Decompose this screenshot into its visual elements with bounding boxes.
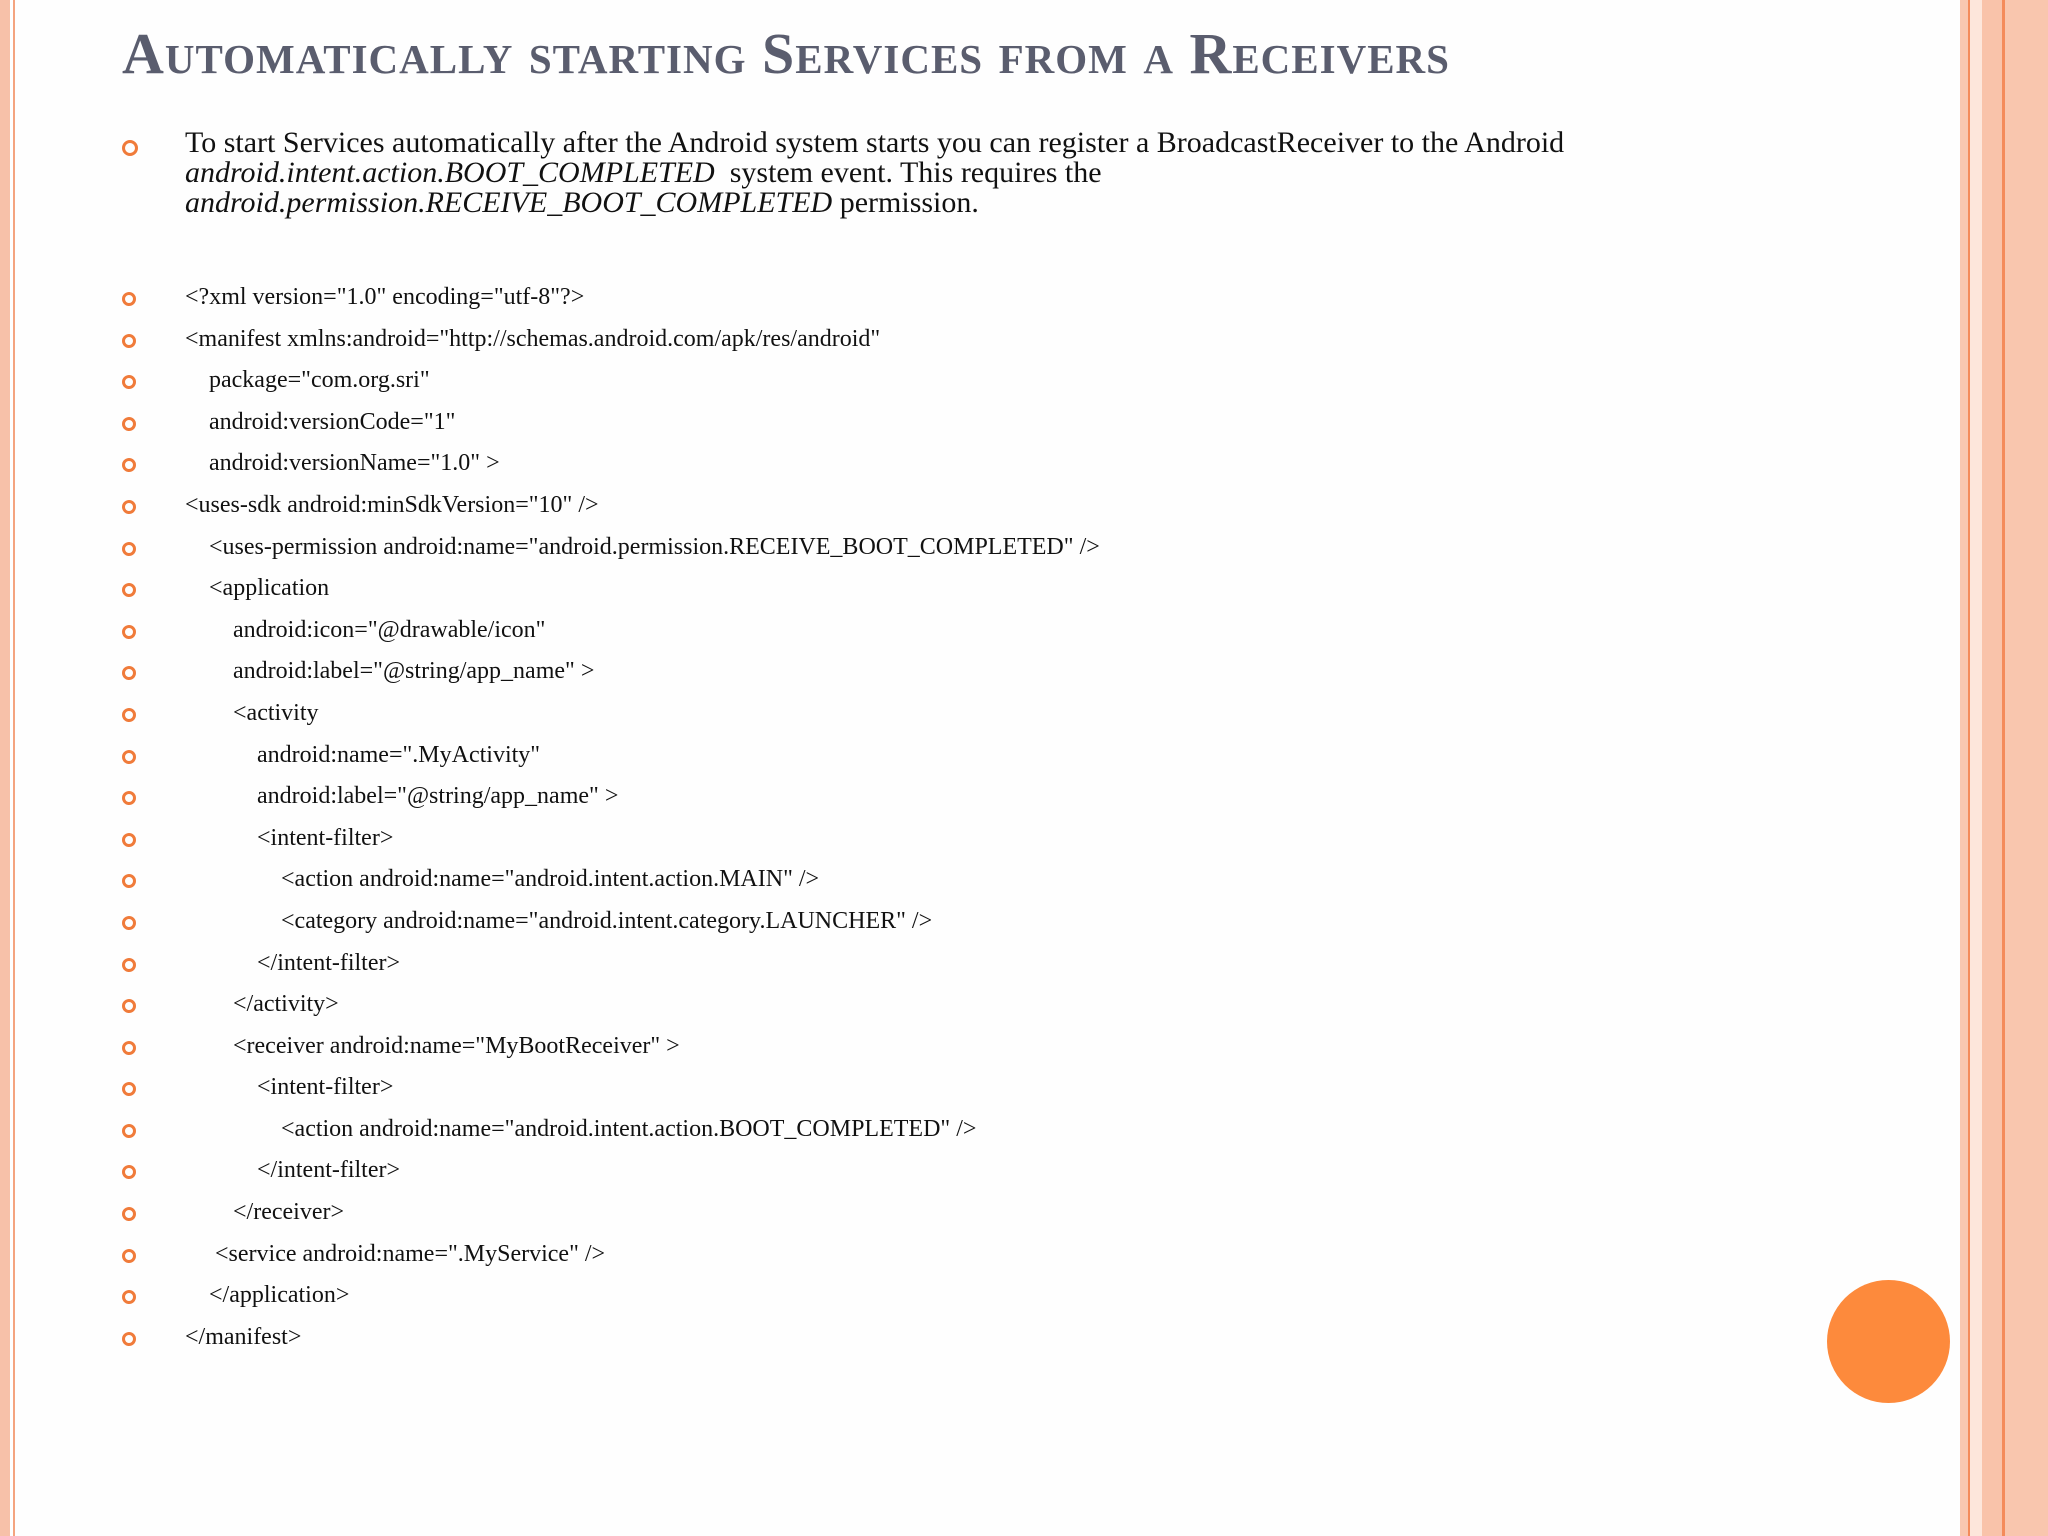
intro-line-2: [185, 158, 1622, 188]
right-border-stripe: [1960, 0, 1968, 1536]
code-line: [122, 1280, 1100, 1322]
code-line-text: <intent-filter>: [185, 824, 394, 851]
bullet-circle-icon: [122, 750, 136, 764]
code-line-text: android:versionCode="1": [185, 408, 456, 435]
bullet-circle-icon: [122, 625, 136, 639]
bullet-circle-icon: [122, 334, 136, 348]
intro-text-2: system event. This requires the: [714, 156, 1102, 189]
intro-line-3: [185, 188, 1622, 218]
code-line-text: <receiver android:name="MyBootReceiver" >: [185, 1032, 680, 1059]
slide-content: [122, 128, 1622, 218]
code-line-text: android:label="@string/app_name" >: [185, 783, 619, 810]
code-line-text: android:label="@string/app_name" >: [185, 658, 595, 685]
code-line: [122, 1031, 1100, 1073]
bullet-circle-icon: [122, 140, 138, 156]
code-line: [122, 448, 1100, 490]
intro-text-3: permission.: [832, 186, 979, 219]
bullet-circle-icon: [122, 1290, 136, 1304]
bullet-circle-icon: [122, 417, 136, 431]
bullet-circle-icon: [122, 1082, 136, 1096]
code-line-text: <uses-sdk android:minSdkVersion="10" />: [185, 491, 599, 518]
code-line-text: </application>: [185, 1282, 350, 1309]
bullet-circle-icon: [122, 999, 136, 1013]
bullet-circle-icon: [122, 542, 136, 556]
right-border-stripe-wide: [1982, 0, 2002, 1536]
bullet-circle-icon: [122, 458, 136, 472]
code-line-text: <intent-filter>: [185, 1074, 394, 1101]
code-line-text: <service android:name=".MyService" />: [185, 1240, 606, 1267]
bullet-circle-icon: [122, 958, 136, 972]
intro-text-1: To start Services automatically after the Android system starts you can register a BroadcastReceiver to the Android: [185, 126, 1565, 159]
code-line-text: <manifest xmlns:android="http://schemas.android.com/apk/res/android": [185, 325, 881, 352]
code-line-text: <activity: [185, 699, 319, 726]
right-border-edge: [2005, 0, 2048, 1536]
code-line-text: <action android:name="android.intent.action.MAIN" />: [185, 866, 820, 893]
code-line-text: android:icon="@drawable/icon": [185, 616, 546, 643]
code-line: [122, 906, 1100, 948]
bullet-circle-icon: [122, 583, 136, 597]
code-line: [122, 407, 1100, 449]
code-line: [122, 1114, 1100, 1156]
code-line-text: android:name=".MyActivity": [185, 741, 541, 768]
code-line: [122, 615, 1100, 657]
code-line: [122, 1072, 1100, 1114]
code-line: [122, 282, 1100, 324]
right-border-gap: [1970, 0, 1982, 1536]
bullet-circle-icon: [122, 1249, 136, 1263]
code-line-text: <?xml version="1.0" encoding="utf-8"?>: [185, 284, 585, 310]
left-border-line: [13, 0, 15, 1536]
code-line: [122, 781, 1100, 823]
code-line: [122, 1155, 1100, 1197]
code-line: [122, 365, 1100, 407]
bullet-circle-icon: [122, 874, 136, 888]
bullet-circle-icon: [122, 292, 136, 306]
boot-completed-permission: android.permission.RECEIVE_BOOT_COMPLETED: [185, 186, 833, 219]
code-line-text: </manifest>: [185, 1323, 302, 1350]
code-line-text: <uses-permission android:name="android.permission.RECEIVE_BOOT_COMPLETED" />: [185, 533, 1100, 560]
code-line: [122, 740, 1100, 782]
code-line: [122, 573, 1100, 615]
code-line: [122, 656, 1100, 698]
code-line: [122, 490, 1100, 532]
code-line: [122, 823, 1100, 865]
code-line-text: <action android:name="android.intent.action.BOOT_COMPLETED" />: [185, 1115, 977, 1142]
code-line: [122, 1322, 1100, 1364]
bullet-circle-icon: [122, 375, 136, 389]
code-line-text: package="com.org.sri": [185, 367, 430, 394]
intro-line-1: [185, 128, 1622, 158]
code-line-text: </receiver>: [185, 1199, 344, 1226]
code-line: [122, 948, 1100, 990]
code-line: [122, 1197, 1100, 1239]
bullet-circle-icon: [122, 916, 136, 930]
code-line: [122, 864, 1100, 906]
code-line: [122, 698, 1100, 740]
manifest-code-list: [122, 282, 1100, 1363]
code-line: [122, 989, 1100, 1031]
bullet-circle-icon: [122, 1332, 136, 1346]
decorative-orange-circle: [1827, 1280, 1950, 1403]
bullet-circle-icon: [122, 1165, 136, 1179]
bullet-circle-icon: [122, 1207, 136, 1221]
bullet-circle-icon: [122, 1041, 136, 1055]
code-line-text: </intent-filter>: [185, 949, 401, 976]
left-border-stripe: [0, 0, 10, 1536]
bullet-circle-icon: [122, 833, 136, 847]
code-line: [122, 324, 1100, 366]
code-line-text: <category android:name="android.intent.category.LAUNCHER" />: [185, 907, 933, 934]
bullet-circle-icon: [122, 791, 136, 805]
code-line: [122, 532, 1100, 574]
code-line: [122, 1239, 1100, 1281]
intro-bullet: [122, 128, 1622, 218]
boot-completed-action: android.intent.action.BOOT_COMPLETED: [185, 156, 715, 189]
bullet-circle-icon: [122, 1124, 136, 1138]
code-line-text: android:versionName="1.0" >: [185, 450, 500, 477]
bullet-circle-icon: [122, 708, 136, 722]
code-line-text: </intent-filter>: [185, 1157, 401, 1184]
bullet-circle-icon: [122, 500, 136, 514]
bullet-circle-icon: [122, 666, 136, 680]
slide-title: Automatically starting Services from a Receivers: [122, 21, 1450, 86]
code-line-text: <application: [185, 575, 330, 602]
code-line-text: </activity>: [185, 991, 339, 1018]
